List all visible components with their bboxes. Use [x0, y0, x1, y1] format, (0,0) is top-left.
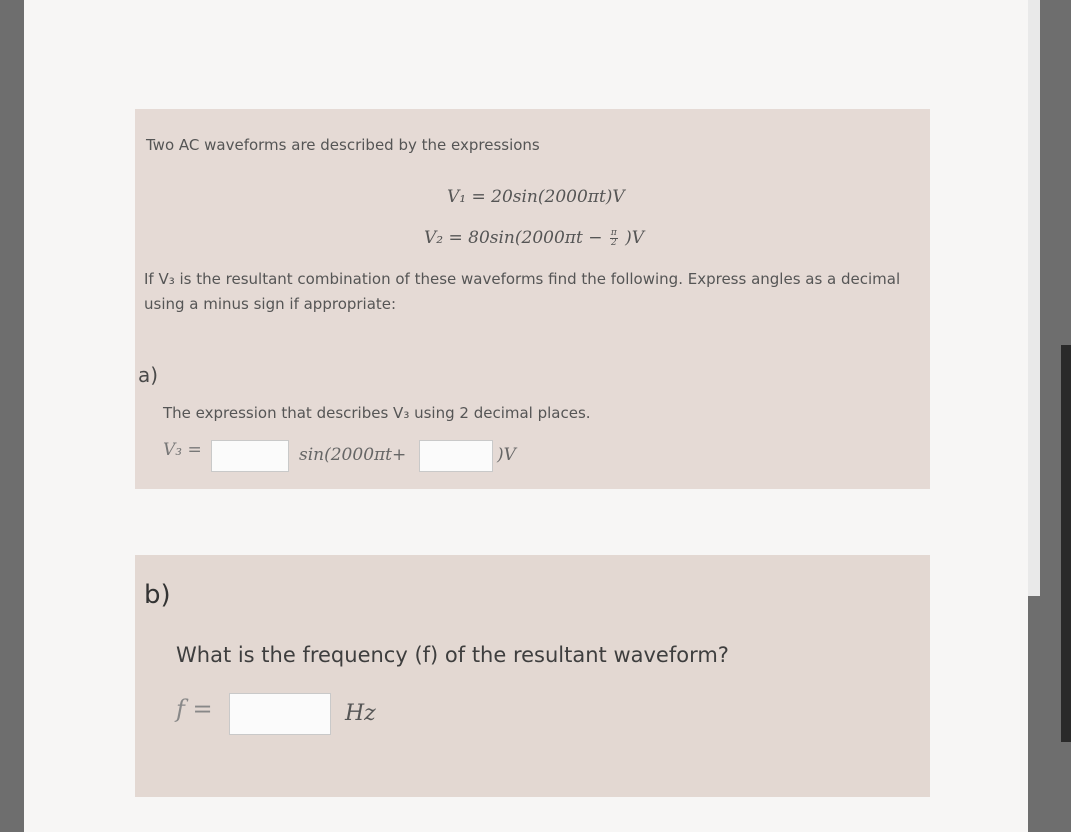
frequency-lhs-label: f =	[176, 695, 213, 723]
closing-unit-label: )V	[497, 445, 516, 465]
v3-lhs-label: V₃ =	[163, 440, 202, 460]
frequency-input[interactable]	[229, 693, 331, 735]
instructions-text: If V₃ is the resultant combination of these waveforms find the following. Express angles as a decimal using a minus sign if appropriate:	[144, 270, 901, 313]
scrollbar-thumb[interactable]	[1061, 345, 1071, 742]
hertz-unit-label: Hz	[345, 701, 376, 726]
fraction-denominator: 2	[610, 238, 617, 248]
intro-text: Two AC waveforms are described by the expressions	[146, 136, 540, 154]
question-card-a	[135, 109, 930, 489]
pi-over-two-fraction	[610, 229, 618, 248]
right-panel-edge	[1028, 0, 1040, 596]
part-a-label: a)	[138, 363, 159, 387]
equation-v2-prefix: V₂ = 80sin(2000πt −	[424, 228, 603, 248]
part-a-description: The expression that describes V₃ using 2 decimal places.	[163, 404, 591, 422]
sin-expression-label: sin(2000πt+	[299, 445, 407, 465]
equation-v2	[424, 228, 644, 248]
equation-v1: V₁ = 20sin(2000πt)V	[447, 187, 625, 207]
question-card-b	[135, 555, 930, 797]
phase-angle-input[interactable]	[419, 440, 493, 472]
fraction-numerator: π	[610, 228, 617, 238]
part-b-question: What is the frequency (f) of the resultant waveform?	[176, 643, 729, 667]
equation-v2-suffix: )V	[625, 228, 645, 248]
amplitude-input[interactable]	[211, 440, 289, 472]
part-b-label: b)	[144, 580, 171, 610]
